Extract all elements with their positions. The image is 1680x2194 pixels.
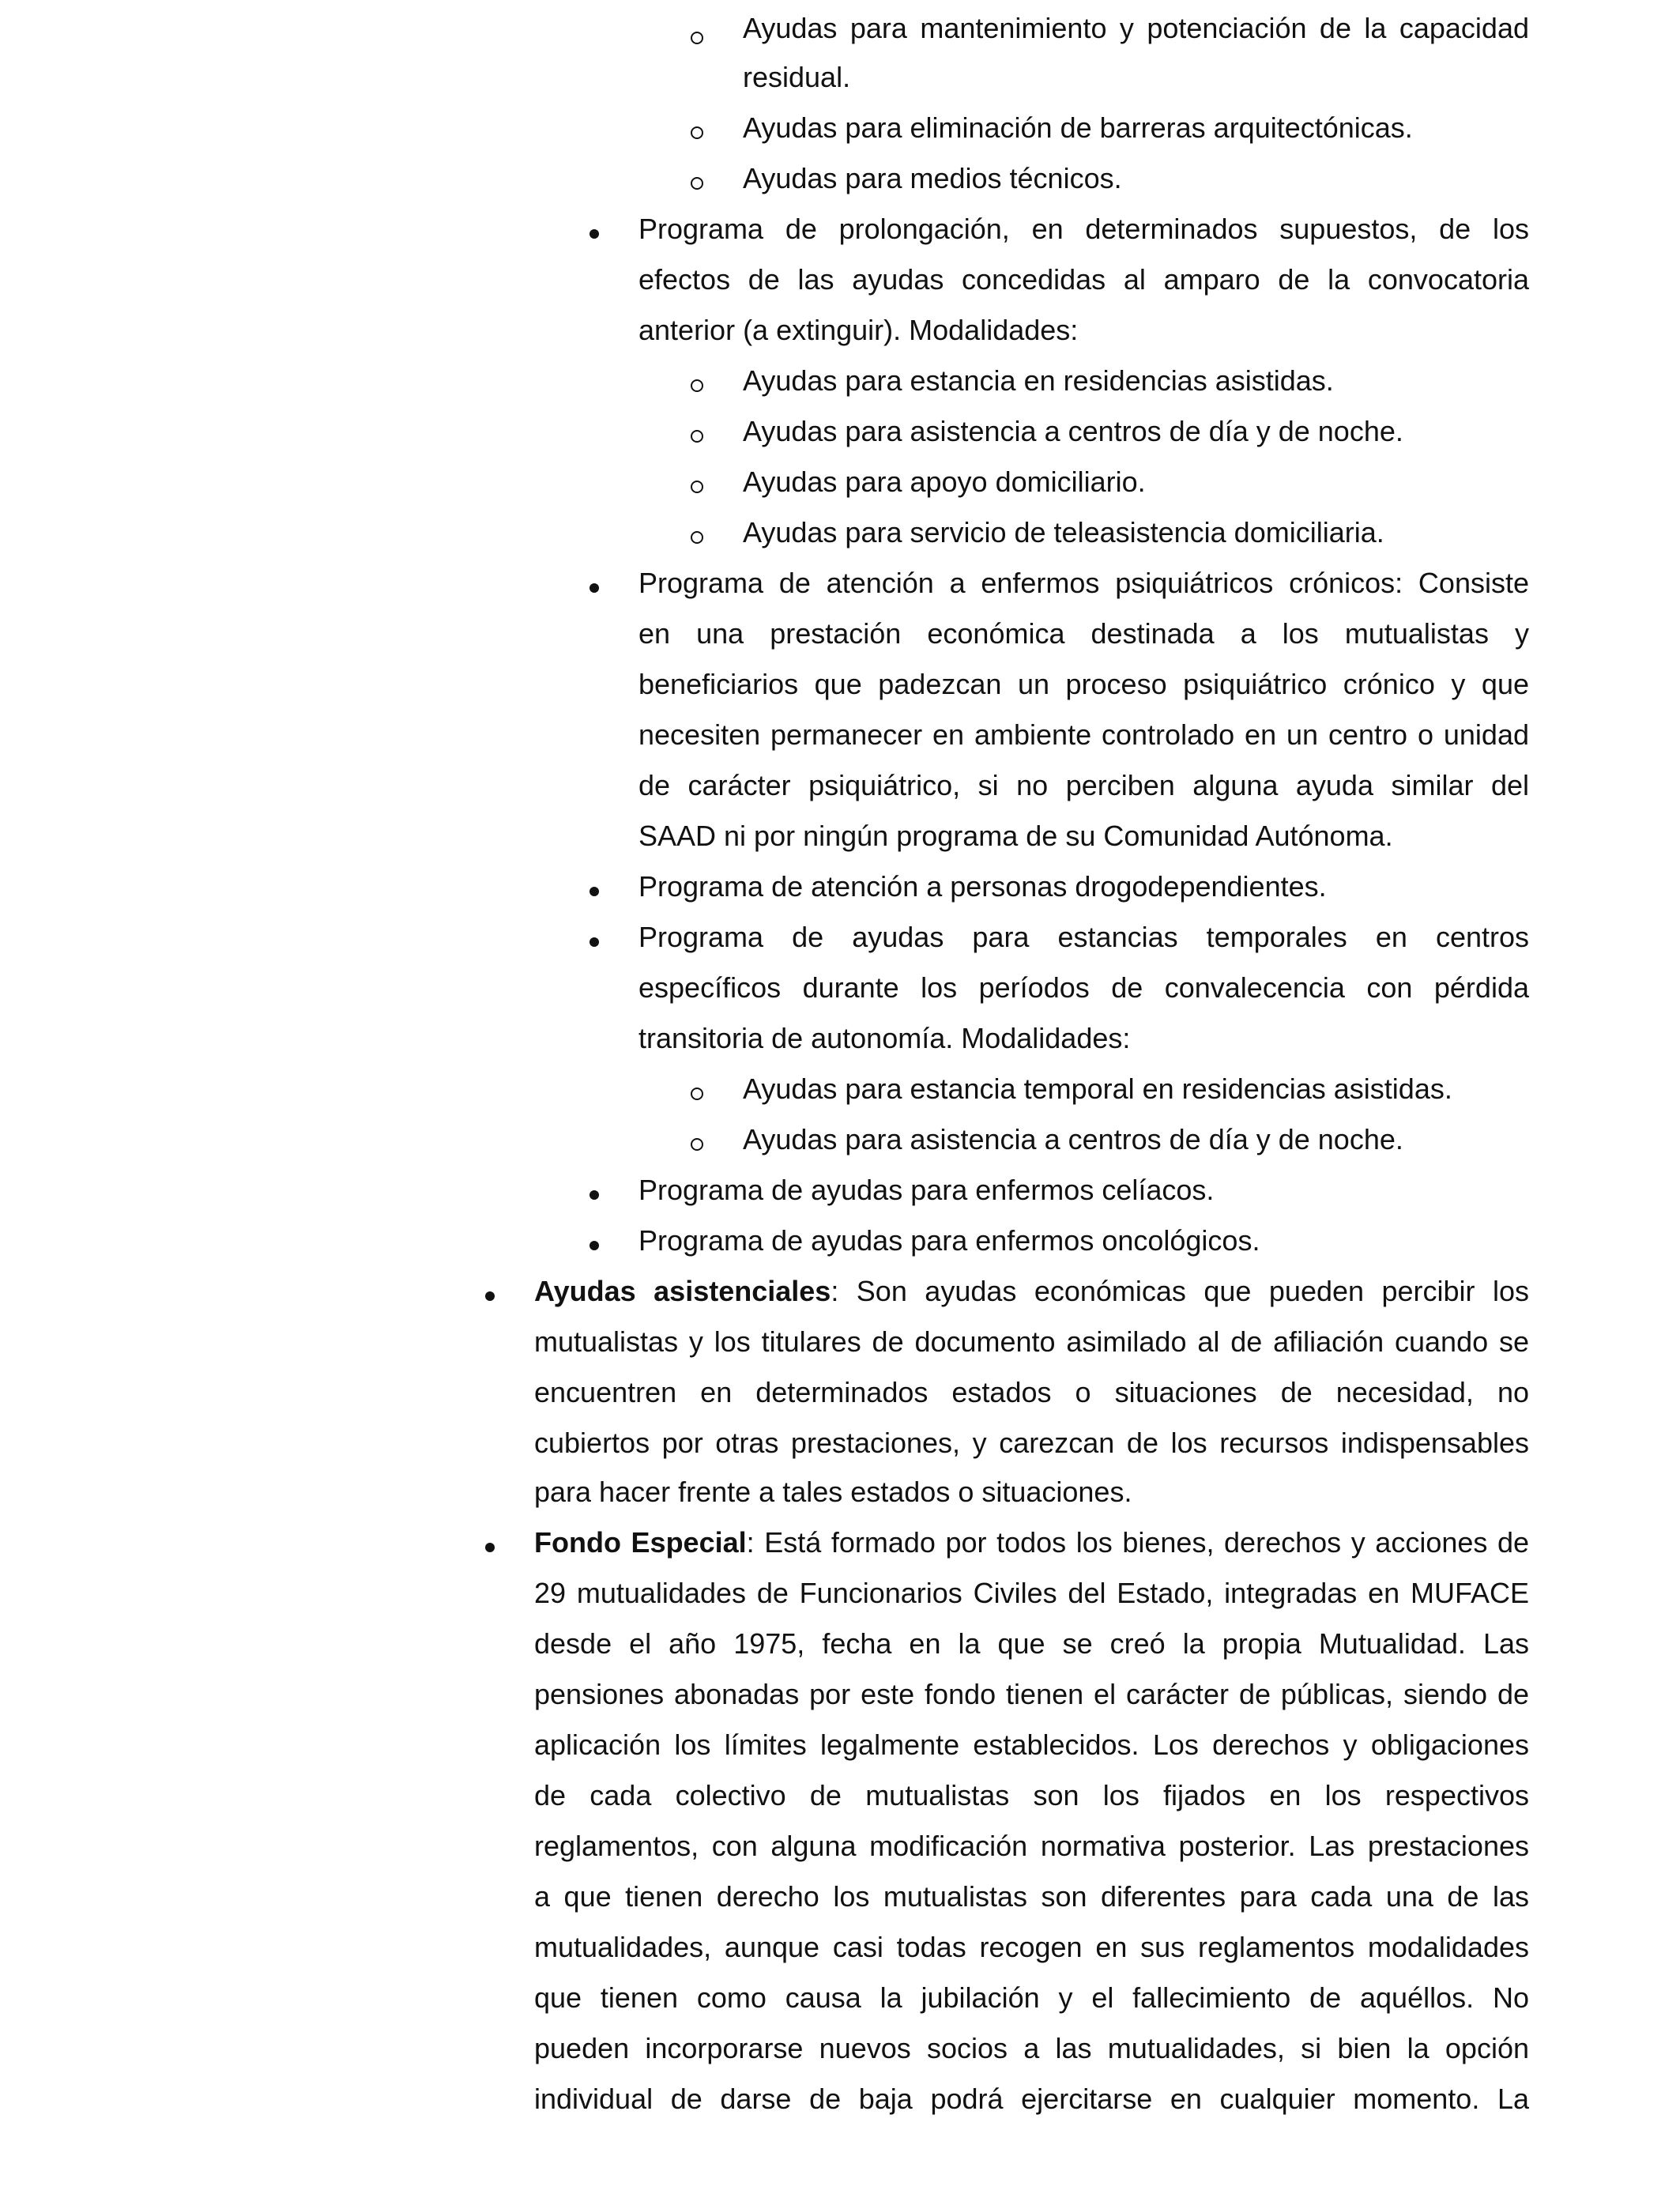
text-line: residual. [743, 61, 851, 93]
circle-bullet-icon [691, 1088, 703, 1100]
text-line: a que tienen derecho los mutualistas son diferentes para cada una de las [534, 1880, 1529, 1913]
disc-bullet-icon [485, 1291, 495, 1301]
text-line: aplicación los límites legalmente establecidos. Los derechos y obligaciones [534, 1728, 1529, 1761]
circle-bullet-icon [691, 32, 703, 44]
circle-bullet-icon [691, 1138, 703, 1151]
circle-bullet-icon [691, 481, 703, 493]
text-line: Ayudas para estancia temporal en residencias asistidas. [743, 1072, 1452, 1105]
text-line: transitoria de autonomía. Modalidades: [638, 1022, 1131, 1054]
text-line: SAAD ni por ningún programa de su Comunidad Autónoma. [638, 820, 1393, 852]
text-line: Programa de prolongación, en determinados supuestos, de los [638, 213, 1529, 245]
circle-bullet-icon [691, 430, 703, 443]
text-span: : Está formado por todos los bienes, derechos y acciones de [746, 1526, 1530, 1559]
text-line: encuentren en determinados estados o situaciones de necesidad, no [534, 1376, 1529, 1408]
text-line: cubiertos por otras prestaciones, y carezcan de los recursos indispensables [534, 1427, 1529, 1459]
text-line: mutualistas y los titulares de documento asimilado al de afiliación cuando se [534, 1325, 1529, 1358]
text-span: : Son ayudas económicas que pueden percibir los [831, 1275, 1529, 1307]
text-line: Programa de ayudas para enfermos oncológicos. [638, 1224, 1260, 1257]
circle-bullet-icon [691, 531, 703, 544]
text-line: Ayudas para medios técnicos. [743, 162, 1122, 194]
text-line: específicos durante los períodos de convalecencia con pérdida [638, 971, 1529, 1004]
text-line [534, 1274, 1529, 1309]
text-line: beneficiarios que padezcan un proceso psiquiátrico crónico y que [638, 668, 1529, 700]
text-line: Programa de ayudas para estancias temporales en centros [638, 921, 1529, 953]
text-line: individual de darse de baja podrá ejercitarse en cualquier momento. La [534, 2083, 1529, 2115]
disc-bullet-icon [590, 583, 599, 593]
text-line [534, 1525, 1529, 1560]
text-line: Programa de atención a enfermos psiquiátricos crónicos: Consiste [638, 567, 1529, 599]
disc-bullet-icon [590, 229, 599, 239]
text-line: que tienen como causa la jubilación y el fallecimiento de aquéllos. No [534, 1981, 1529, 2014]
text-line: Ayudas para servicio de teleasistencia domiciliaria. [743, 516, 1384, 548]
circle-bullet-icon [691, 379, 703, 392]
text-line: Ayudas para apoyo domiciliario. [743, 466, 1146, 498]
text-line: pueden incorporarse nuevos socios a las mutualidades, si bien la opción [534, 2032, 1529, 2064]
text-line: anterior (a extinguir). Modalidades: [638, 314, 1079, 346]
text-line: Ayudas para estancia en residencias asistidas. [743, 364, 1334, 397]
text-line: Ayudas para asistencia a centros de día y de noche. [743, 415, 1403, 447]
disc-bullet-icon [590, 1241, 599, 1250]
text-line: 29 mutualidades de Funcionarios Civiles del Estado, integradas en MUFACE [534, 1577, 1529, 1609]
circle-bullet-icon [691, 126, 703, 139]
text-line: de cada colectivo de mutualistas son los fijados en los respectivos [534, 1779, 1529, 1811]
term-fondo-especial: Fondo Especial [534, 1526, 747, 1559]
text-line: de carácter psiquiátrico, si no perciben alguna ayuda similar del [638, 769, 1529, 801]
text-line: necesiten permanecer en ambiente controlado en un centro o unidad [638, 718, 1529, 751]
text-line: pensiones abonadas por este fondo tienen el carácter de públicas, siendo de [534, 1678, 1529, 1710]
text-line: Ayudas para mantenimiento y potenciación de la capacidad [743, 12, 1529, 44]
disc-bullet-icon [485, 1543, 495, 1552]
text-line: Programa de ayudas para enfermos celíacos. [638, 1174, 1215, 1206]
circle-bullet-icon [691, 177, 703, 190]
text-line: para hacer frente a tales estados o situaciones. [534, 1476, 1132, 1508]
text-line: Ayudas para eliminación de barreras arquitectónicas. [743, 111, 1413, 144]
text-line: Ayudas para asistencia a centros de día y de noche. [743, 1123, 1403, 1155]
text-line: Programa de atención a personas drogodependientes. [638, 870, 1327, 903]
term-ayudas-asistenciales: Ayudas asistenciales [534, 1275, 831, 1307]
disc-bullet-icon [590, 937, 599, 947]
disc-bullet-icon [590, 1190, 599, 1200]
disc-bullet-icon [590, 887, 599, 896]
text-line: reglamentos, con alguna modificación normativa posterior. Las prestaciones [534, 1830, 1529, 1862]
text-line: mutualidades, aunque casi todas recogen en sus reglamentos modalidades [534, 1931, 1529, 1963]
text-line: en una prestación económica destinada a los mutualistas y [638, 617, 1529, 650]
text-line: desde el año 1975, fecha en la que se creó la propia Mutualidad. Las [534, 1627, 1529, 1660]
text-line: efectos de las ayudas concedidas al amparo de la convocatoria [638, 263, 1529, 296]
